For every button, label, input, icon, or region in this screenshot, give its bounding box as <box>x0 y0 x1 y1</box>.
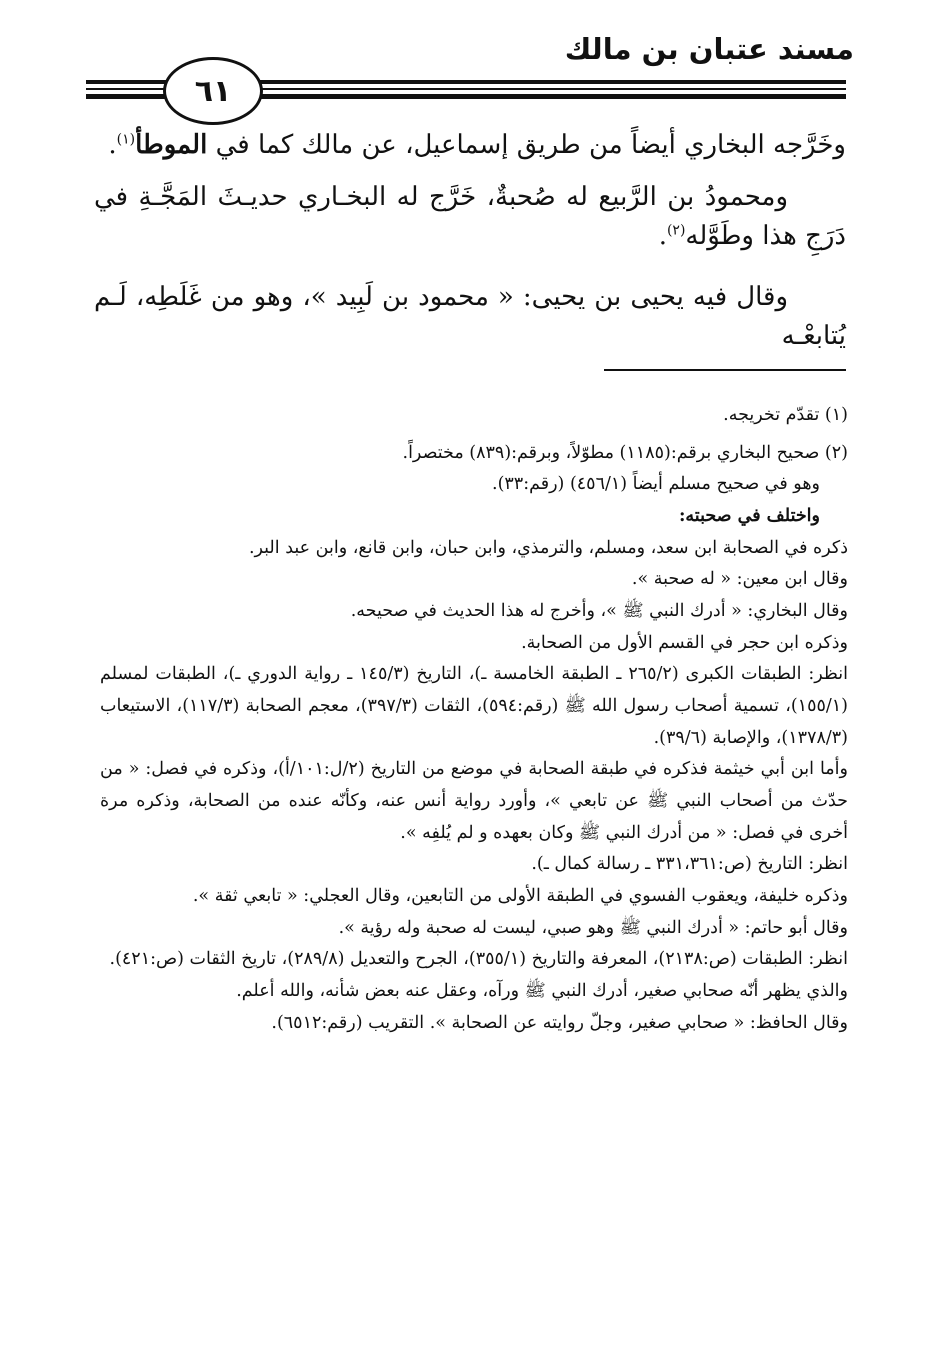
footnote-ref-1[interactable]: (١) <box>116 131 136 148</box>
paragraph-2 <box>94 178 846 256</box>
muwatta-title: الموطأ <box>135 130 208 160</box>
footnote-separator <box>604 369 846 371</box>
footnote-line: انظر: التاريخ (ص:٣٣١،٣٦١ ـ رسالة كمال ـ). <box>531 854 848 875</box>
paragraph-1-text: وخَرَّجه البخاري أيضاً من طريق إسماعيل، عن مالك كما في <box>207 130 846 160</box>
footnote-heading: واختلف في صحبته: <box>678 506 820 527</box>
paragraph-2-end: . <box>658 221 667 251</box>
footnote-line: وذكره ابن حجر في القسم الأول من الصحابة. <box>521 632 848 653</box>
footnote-line: وهو في صحيح مسلم أيضاً (٤٥٦/١) (رقم:٣٣). <box>492 474 820 495</box>
footnote-line: ذكره في الصحابة ابن سعد، ومسلم، والترمذي، وابن حبان، وابن قانع، وابن عبد البر. <box>248 537 848 558</box>
footnote-line: وأما ابن أبي خيثمة فذكره في طبقة الصحابة في موضع من التاريخ (٢/ل:١٠١/أ)، وذكره في فصل: « من حدّث من أصحاب النبي ﷺ عن تابعي »، وأورد رواية أنس عنه، وكأنّه عنده من الصحابة، وذكره مرة أخرى في فصل: « من أدرك النبي ﷺ وكان بعهده و لم يُلفِه ». <box>100 759 848 843</box>
footnote-line: انظر: الطبقات الكبرى (٢٦٥/٢ ـ الطبقة الخامسة ـ)، التاريخ (١٤٥/٣ ـ رواية الدوري ـ)، الطبقات لمسلم (١٥٥/١)، تسمية أصحاب رسول الله ﷺ (رقم:٥٩٤)، الثقات (٣٩٧/٣)، معجم الصحابة (١١٧/٣)، الاستيعاب (١٣٧٨/٣)، والإصابة (٣٩/٦). <box>100 664 848 748</box>
footnote-line: وقال الحافظ: « صحابي صغير، وجلّ روايته عن الصحابة ». التقريب (رقم:٦٥١٢). <box>271 1012 848 1033</box>
footnote-line: والذي يظهر أنّه صحابي صغير، أدرك النبي ﷺ ورآه، وعقل عنه بعض شأنه، والله أعلم. <box>236 981 848 1002</box>
paragraph-1 <box>94 126 846 165</box>
running-title: مسند عتبان بن مالك <box>564 32 854 66</box>
footnote-line: وذكره خليفة، ويعقوب الفسوي في الطبقة الأولى من التابعين، وقال العجلي: « تابعي ثقة ». <box>192 886 848 907</box>
page-number: ٦١ <box>194 73 232 109</box>
footnote-line: وقال أبو حاتم: « أدرك النبي ﷺ وهو صبي، ليست له صحبة وله رؤية ». <box>338 917 848 938</box>
paragraph-3: وقال فيه يحيى بن يحيى: « محمود بن لَبِيد »، وهو من غَلَطِه، لَـم يُتابعْـه <box>94 282 846 351</box>
paragraph-1-end: . <box>108 130 117 160</box>
footnote-2: (٢) صحيح البخاري برقم:(١١٨٥) مطوّلاً، وبرقم:(٨٣٩) مختصراً. <box>402 442 848 463</box>
footnote-ref-2[interactable]: (٢) <box>666 222 686 239</box>
footnotes <box>100 400 848 1039</box>
main-text <box>94 126 846 356</box>
page-header <box>0 0 952 130</box>
footnote-line: وقال ابن معين: « له صحبة ». <box>631 569 848 590</box>
paragraph-2-text: ومحمودُ بن الرَّبيع له صُحبةٌ، خَرَّج له البخـاري حديـثَ المَجَّـةِ في دَرَجِ هذا وطَوَّله <box>94 182 846 251</box>
page-number-oval <box>163 57 263 125</box>
footnote-line: وقال البخاري: « أدرك النبي ﷺ »، وأخرج له هذا الحديث في صحيحه. <box>350 601 848 622</box>
footnote-1: (١) تقدّم تخريجه. <box>723 405 848 425</box>
footnote-line: انظر: الطبقات (ص:٢١٣٨)، المعرفة والتاريخ (٣٥٥/١)، الجرح والتعديل (٢٨٩/٨)، تاريخ الثقات (ص:٤٢١). <box>109 949 848 970</box>
